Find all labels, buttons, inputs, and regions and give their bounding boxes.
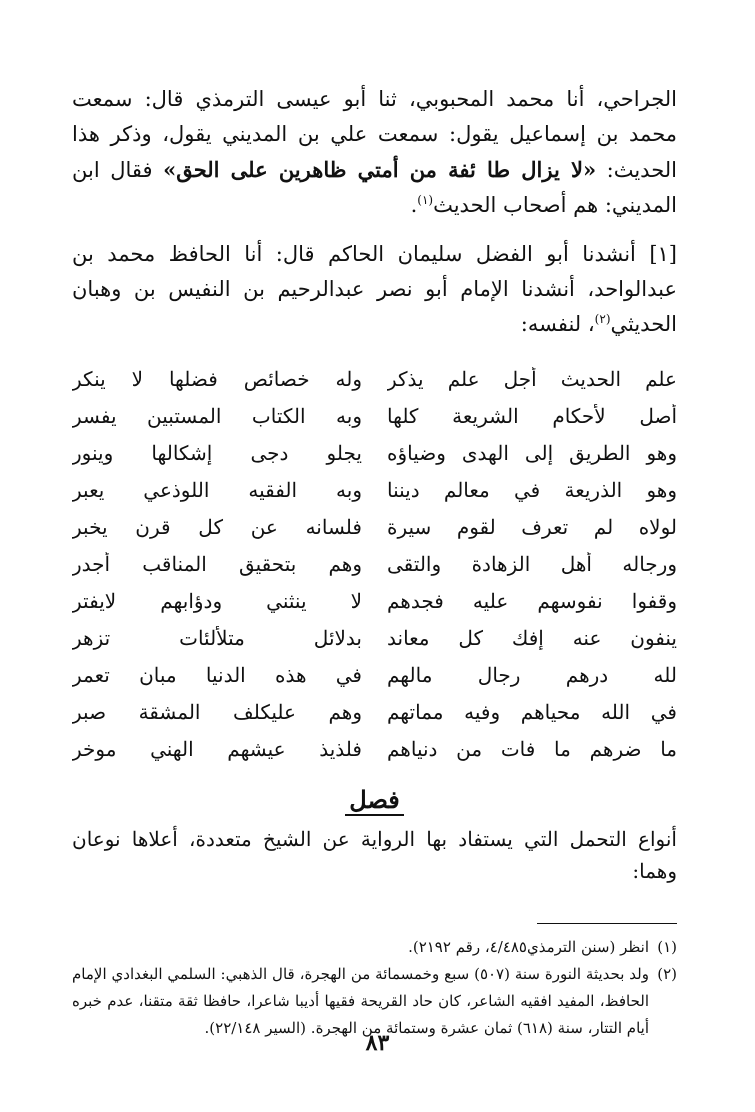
verse-second-hemistich: وبه الكتاب المستبين يفسر [72, 403, 362, 428]
verse-first-hemistich: وقفوا نفوسهم عليه فجدهم [387, 588, 677, 613]
page-number: ٨٣ [365, 1030, 390, 1056]
verse-first-hemistich: أصل لأحكام الشريعة كلها [387, 403, 677, 428]
verse-second-hemistich: فلذيذ عيشهم الهني موخر [72, 736, 362, 761]
verse-second-hemistich: وهم بتحقيق المناقب أجدر [72, 551, 362, 576]
paragraph-text: الجراحي، أنا محمد المحبوبي، ثنا أبو عيسى الترمذي قال: سمعت محمد بن إسماعيل يقول: سمعت علي بن المديني يقول، وذكر هذا الحديث: [72, 87, 678, 182]
poem-verse [72, 582, 677, 619]
footnote-number: (٢) [657, 965, 677, 983]
verse-first-hemistich: لولاه لم تعرف لقوم سيرة [387, 514, 677, 539]
verse-first-hemistich: لله درهم رجال مالهم [387, 662, 677, 687]
section-text: أنواع التحمل التي يستفاد بها الرواية عن الشيخ متعددة، أعلاها نوعان وهما: [72, 827, 677, 883]
paragraph-poem-intro [72, 237, 677, 342]
verse-first-hemistich: علم الحديث أجل علم يذكر [387, 366, 677, 391]
verse-first-hemistich: ورجاله أهل الزهادة والتقى [387, 551, 677, 576]
footnote [72, 934, 677, 961]
poem-verse [72, 619, 677, 656]
verse-second-hemistich: وبه الفقيه اللوذعي يعبر [72, 477, 362, 502]
verse-first-hemistich: وهو الطريق إلى الهدى وضياؤه [387, 440, 677, 465]
paragraph-text: فقال ابن المديني: هم أصحاب الحديث [72, 158, 677, 217]
section-heading [72, 785, 677, 819]
verse-first-hemistich: في الله محياهم وفيه مماتهم [387, 699, 677, 724]
footnote-ref-2[interactable]: (٢) [594, 312, 611, 326]
footnote-text: انظر (سنن الترمذي٤/٤٨٥، رقم ٢١٩٢). [408, 938, 649, 956]
poem-verse [72, 434, 677, 471]
poem-verse [72, 545, 677, 582]
footnote-text: ولد بحديثة النورة سنة (٥٠٧) سبع وخمسمائة من الهجرة، قال الذهبي: السلمي البغدادي الإمام الحافظ، المفيد افقيه الشاعر، كان حاد القريحة فقيها أديبا شاعرا، حافظا ثقة متقنا، عدم خبره أيام التتار، سنة (٦١٨) ثمان عشرة وستمائة من الهجرة. (السير ٢٢/١٤٨). [72, 965, 649, 1037]
verse-second-hemistich: وهم عليكلف المشقة صبر [72, 699, 362, 724]
verse-second-hemistich: بدلائل متلألئات تزهر [72, 625, 362, 650]
poem-verse [72, 730, 677, 767]
verse-first-hemistich: ما ضرهم ما فات من دنياهم [387, 736, 677, 761]
verse-second-hemistich: فلسانه عن كل قرن يخبر [72, 514, 362, 539]
verse-second-hemistich: وله خصائص فضلها لا ينكر [72, 366, 362, 391]
footnote-number: (١) [657, 938, 677, 956]
verse-first-hemistich: ينفون عنه إفك كل معاند [387, 625, 677, 650]
verse-second-hemistich: لا ينثني ودؤابهم لايفتر [72, 588, 362, 613]
poem-verse [72, 656, 677, 693]
poem-verse [72, 508, 677, 545]
poem [72, 360, 677, 767]
verse-second-hemistich: يجلو دجى إشكالها وينور [72, 440, 362, 465]
hadith-quote: «لا يزال طا ئفة من أمتي ظاهرين على الحق» [163, 157, 597, 182]
paragraph-text: ، لنفسه: [520, 312, 595, 336]
verse-second-hemistich: في هذه الدنيا مبان تعمر [72, 662, 362, 687]
poem-verse [72, 397, 677, 434]
paragraph-text: [١] أنشدنا أبو الفضل سليمان الحاكم قال: أنا الحافظ محمد بن عبدالواحد، أنشدنا الإمام أبو نصر عبدالرحيم بن النفيس بن وهبان الحديثي [72, 242, 677, 336]
footnote-divider [537, 923, 677, 924]
section-title: فصل [345, 785, 403, 816]
poem-verse [72, 360, 677, 397]
poem-verse [72, 693, 677, 730]
footnote-ref-1[interactable]: (١) [417, 193, 434, 207]
paragraph-isnad [72, 82, 677, 223]
verse-first-hemistich: وهو الذريعة في معالم ديننا [387, 477, 677, 502]
poem-verse [72, 471, 677, 508]
paragraph-text: . [410, 193, 418, 217]
